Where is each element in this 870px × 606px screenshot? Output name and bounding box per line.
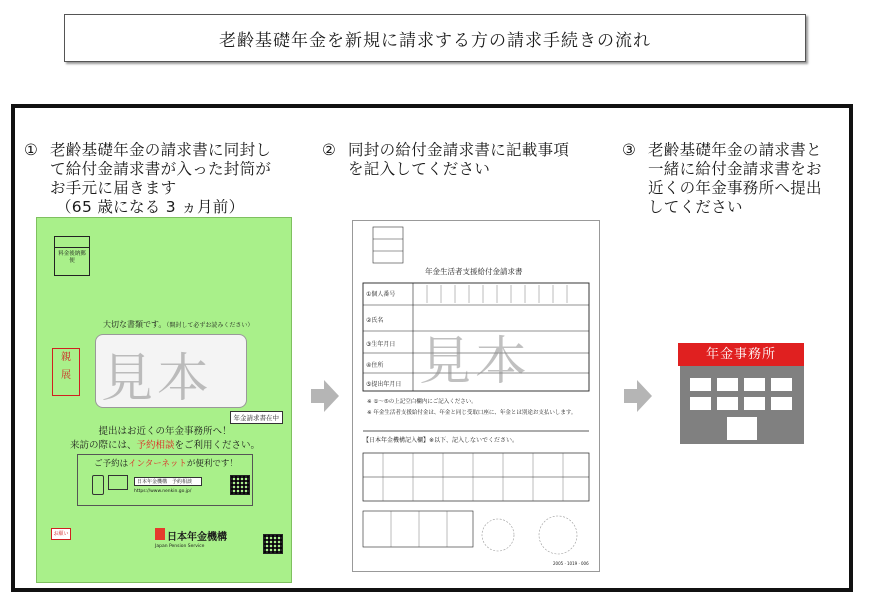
step-1-sub: （65 歳になる 3 ヵ月前） [56, 198, 245, 216]
envelope-sample [36, 217, 292, 583]
search-box: 日本年金機構 予約相談 [134, 477, 202, 486]
step-1-body [50, 141, 271, 217]
claim-form-sample [352, 220, 600, 572]
step-2-body [348, 141, 569, 179]
submit-message [37, 425, 293, 453]
form-row-label: ⑤提出年月日 [366, 381, 402, 388]
form-footer-code: 2005 · 1019 · 006 [553, 561, 589, 566]
step-3-line: 一緒に給付金請求書をお [648, 160, 822, 178]
form-note-2: ※ 年金生活者支援給付金は、年金と同じ受取口座に、年金とは別途お支払いします。 [367, 410, 577, 416]
important-text: 大切な書類です。 [103, 320, 167, 329]
step-3-line: 老齢基礎年金の請求書と [648, 141, 822, 159]
form-row-label: ③生年月日 [366, 341, 396, 348]
arrow-right-icon [311, 380, 339, 412]
qr-code-icon [230, 475, 250, 495]
step-2-text [322, 141, 612, 181]
step-1-line: お手元に届きます [50, 179, 177, 197]
reservation-post: が便利です！ [186, 459, 238, 469]
building-window [717, 378, 738, 391]
step-3-line: 近くの年金事務所へ提出 [648, 179, 822, 197]
step-2-line: を記入してください [348, 160, 491, 178]
step-2-number: ② [322, 141, 337, 159]
building-window [690, 397, 711, 410]
submit-line-1: 提出はお近くの年金事務所へ！ [98, 426, 232, 437]
important-sub: （開封して必ずお読みください） [166, 322, 254, 329]
oyaten-char: 親 [61, 352, 71, 363]
step-3-body [648, 141, 822, 217]
building-window [744, 378, 765, 391]
oyaten-mark [52, 348, 80, 396]
building-window [690, 378, 711, 391]
reservation-title [78, 457, 254, 469]
reservation-box [77, 454, 253, 506]
building-window [771, 397, 792, 410]
arrow-right-icon [624, 380, 652, 412]
qr-code-icon [263, 534, 283, 554]
step-3-number: ③ [622, 141, 637, 159]
pension-logo-icon [155, 528, 165, 540]
pension-office-building-icon [680, 366, 804, 444]
form-note-1: ※ ①〜⑤の上記空白欄内にご記入ください。 [367, 399, 477, 405]
diagram-title-text: 老齢基礎年金を新規に請求する方の請求手続きの流れ [219, 30, 651, 51]
envelope-watermark: 見本 [101, 349, 214, 409]
smartphone-icon [92, 475, 104, 495]
submit-line-2-red: 予約相談 [136, 440, 175, 451]
reservation-url: https://www.nenkin.go.jp/ [134, 489, 192, 494]
form-row-label: ①個人番号 [366, 291, 396, 298]
building-window [717, 397, 738, 410]
building-window [744, 397, 765, 410]
computer-icon [108, 475, 128, 490]
postage-stamp-box [54, 236, 90, 276]
step-2-line: 同封の給付金請求書に記載事項 [348, 141, 570, 159]
notice-tag: お願い [51, 528, 71, 540]
important-notice [103, 319, 253, 330]
form-title: 年金生活者支援給付金請求書 [425, 267, 523, 276]
diagram-title [64, 14, 806, 62]
submit-line-2 [37, 439, 293, 453]
form-watermark: 見本 [419, 332, 532, 392]
submit-line-2-post: をご利用ください。 [174, 440, 261, 451]
postage-stamp-cap [55, 237, 89, 248]
form-row-label: ④住所 [366, 362, 384, 369]
building-window [771, 378, 792, 391]
building-door [727, 417, 757, 440]
step-1-line: 老齢基礎年金の請求書に同封し [50, 141, 272, 159]
postage-label: 料金後納郵便 [58, 251, 86, 264]
submit-line-2-pre: 来訪の際には、 [69, 440, 137, 451]
oyaten-char: 展 [61, 370, 71, 381]
step-3-text [622, 141, 852, 221]
pension-office-sign: 年金事務所 [678, 343, 804, 366]
reservation-pre: ご予約は [94, 459, 129, 469]
step-1-line: て給付金請求書が入った封筒が [50, 160, 272, 178]
reservation-red: インターネット [128, 459, 187, 469]
enclosure-label: 年金請求書在中 [230, 411, 284, 424]
step-1-text [24, 141, 324, 221]
form-row-label: ②氏名 [366, 317, 384, 324]
step-1-number: ① [24, 141, 39, 159]
org-name: 日本年金機構 [167, 532, 227, 543]
org-english: Japan Pension Service [155, 544, 205, 549]
step-3-line: してください [648, 198, 743, 216]
form-office-section: 【日本年金機構記入欄】※以下、記入しないでください。 [363, 437, 519, 444]
